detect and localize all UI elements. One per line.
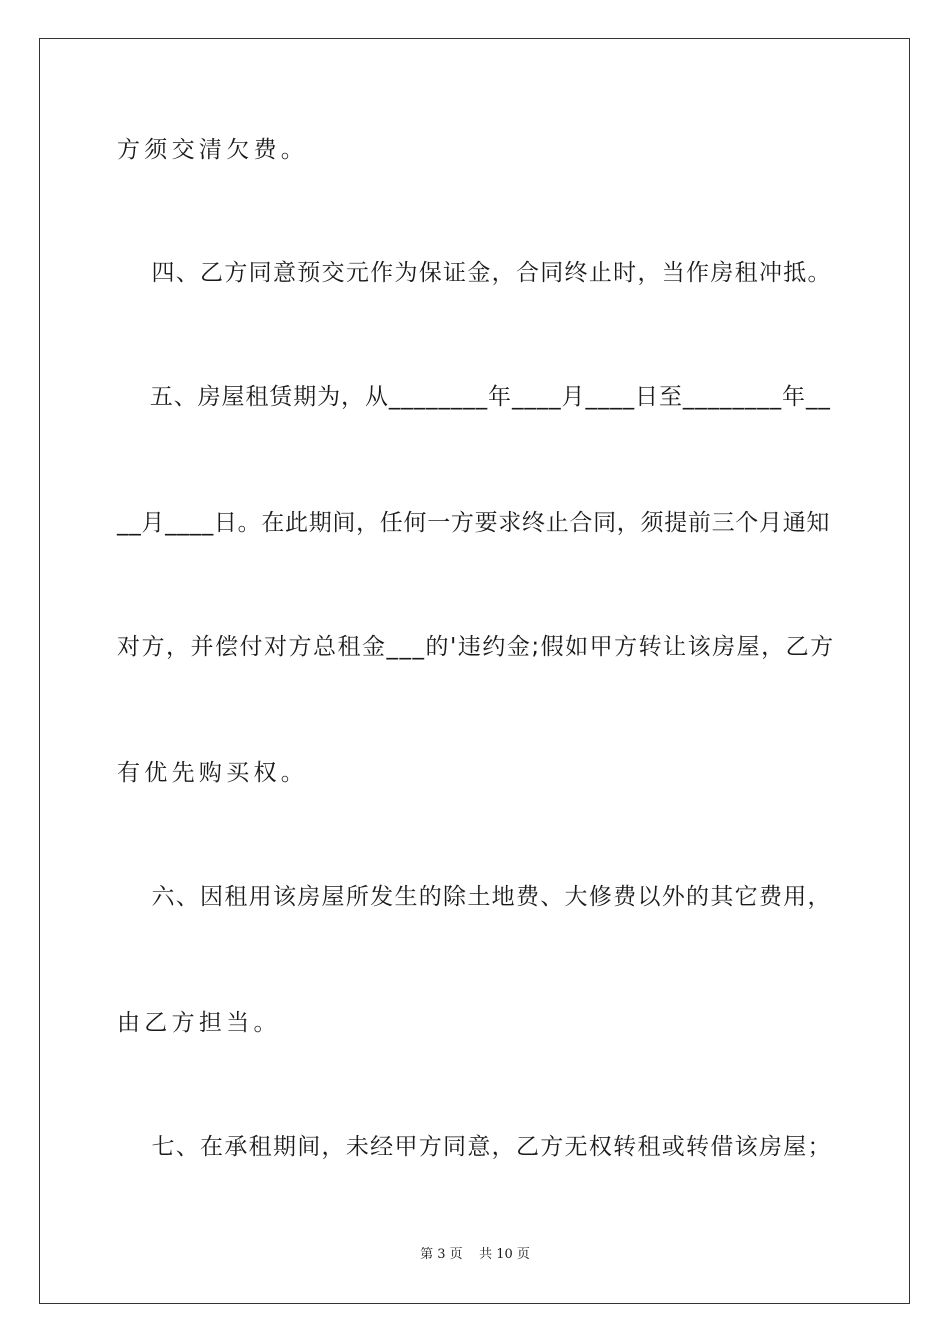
text-line: 六、因租用该房屋所发生的除土地费、大修费以外的其它费用， — [117, 884, 832, 910]
text-line: 有优先购买权。 — [117, 760, 309, 786]
text-line: 由乙方担当。 — [117, 1010, 281, 1036]
text-line: 七、在承租期间，未经甲方同意，乙方无权转租或转借该房屋； — [117, 1134, 832, 1160]
text-line: 五、房屋租赁期为，从________年____月____日至________年__ — [117, 384, 831, 410]
text-line: 方须交清欠费。 — [117, 137, 309, 163]
text-line: 四、乙方同意预交元作为保证金，合同终止时，当作房租冲抵。 — [117, 260, 832, 286]
text-line: __月____日。在此期间，任何一方要求终止合同，须提前三个月通知 — [117, 510, 831, 536]
text-line: 对方，并偿付对方总租金___的'违约金;假如甲方转让该房屋，乙方 — [117, 634, 835, 660]
page-number: 第 3 页 共 10 页 — [420, 1247, 530, 1262]
page-border — [39, 38, 910, 1304]
